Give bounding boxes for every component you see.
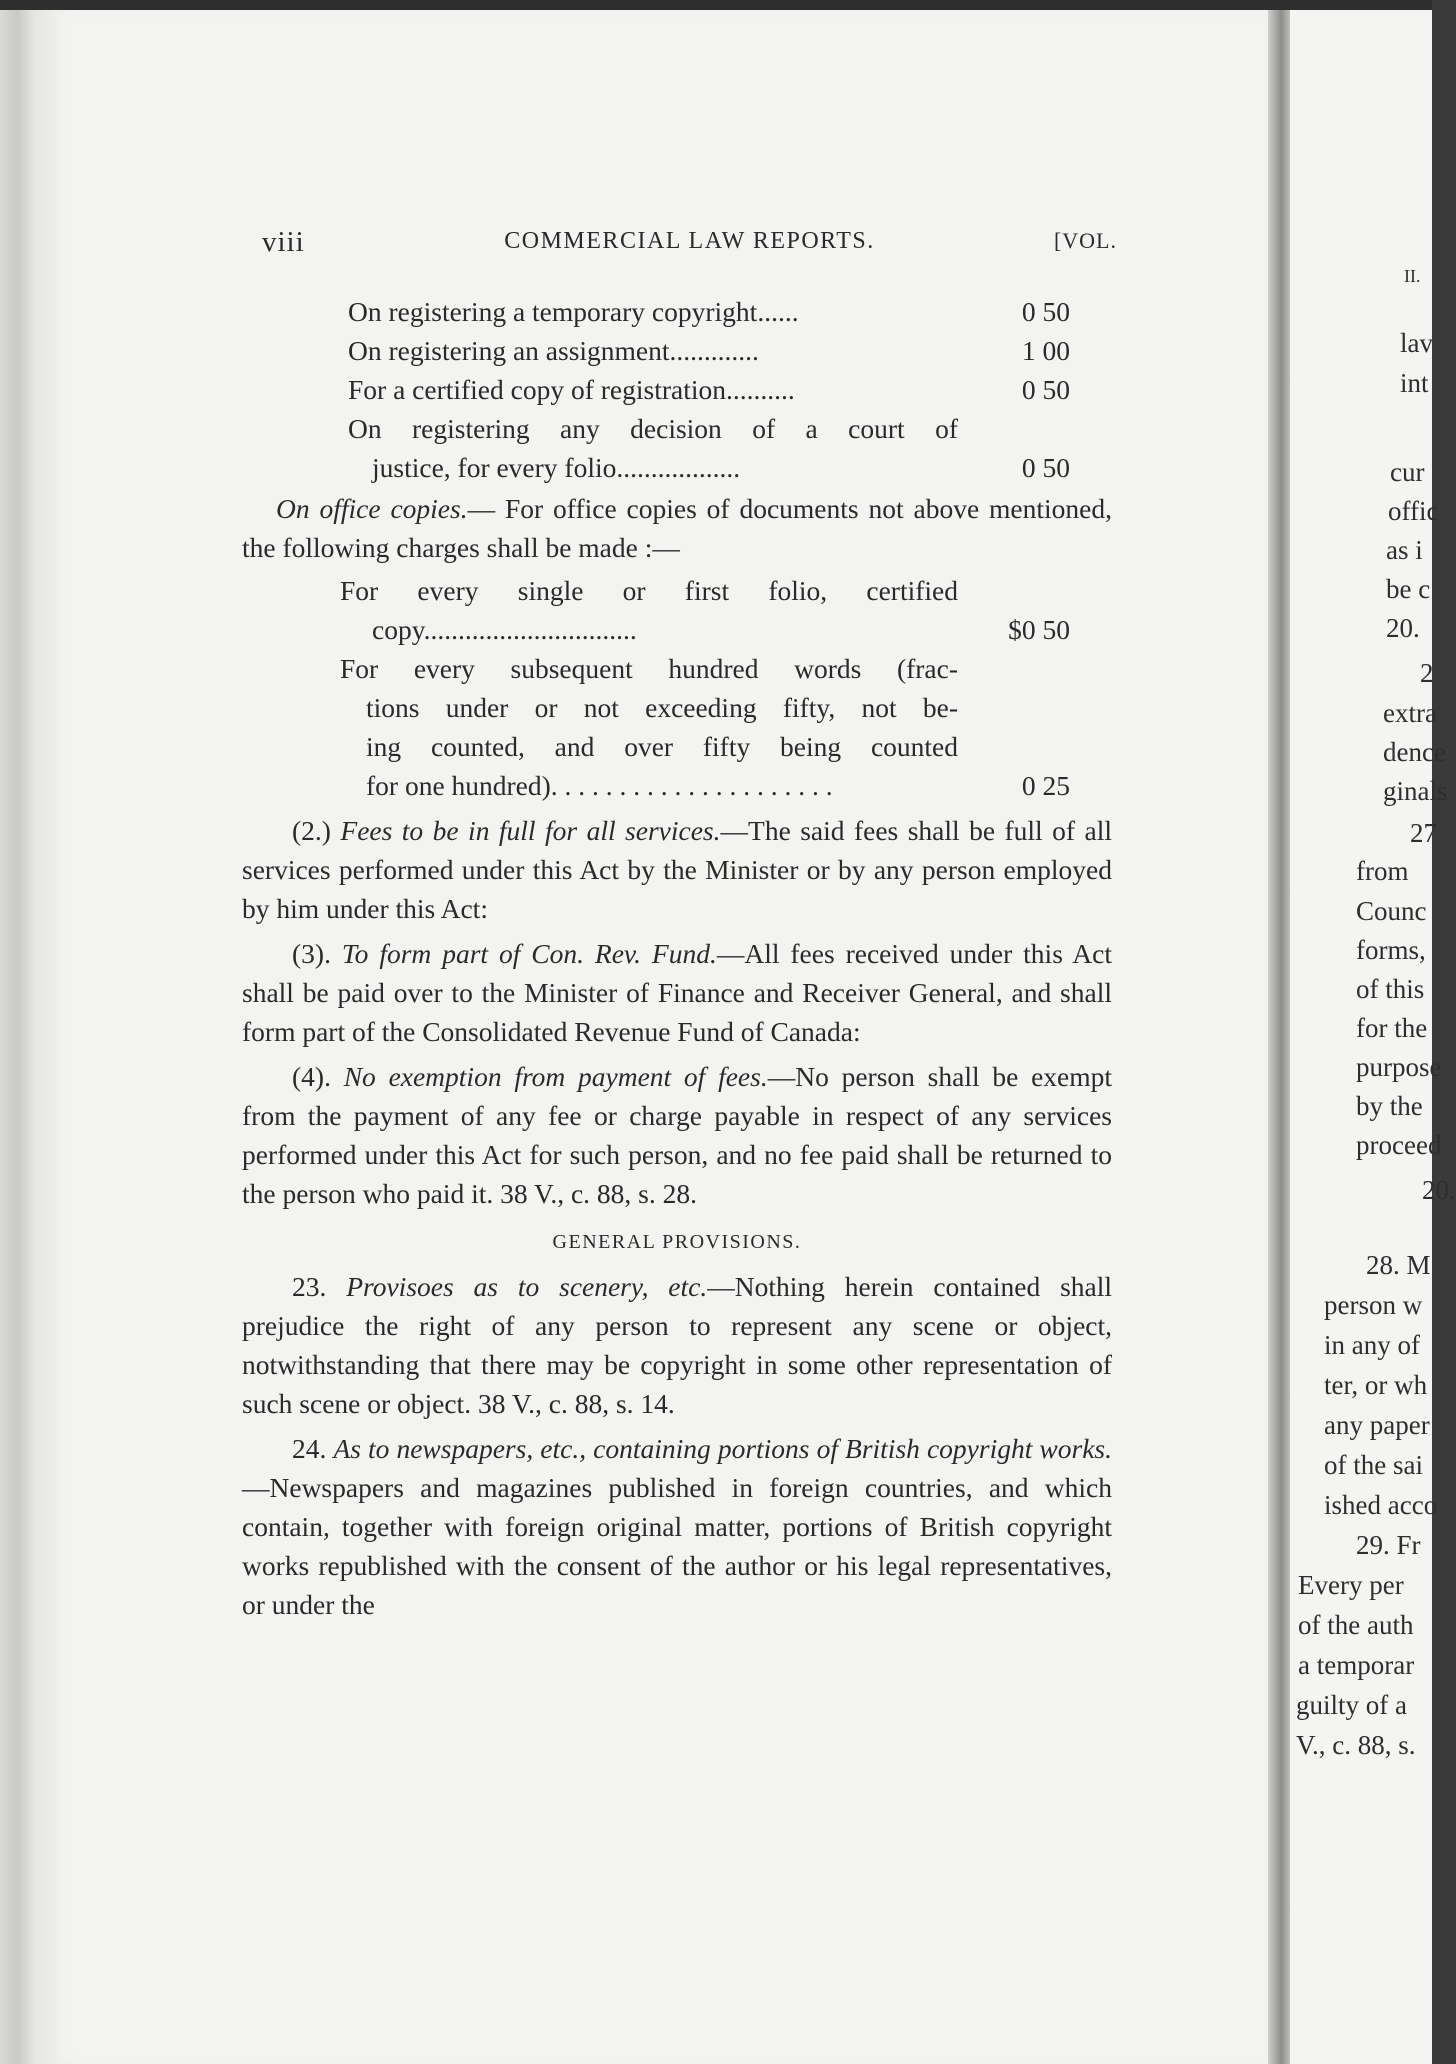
running-header [262, 226, 1117, 258]
rp-line: of this [1356, 974, 1425, 1004]
section-text: —Newspapers and magazines published in foreign countries, and which contain, together with foreign original matter, portions of British copyright works republished with the consent of the author or his legal representatives, or under the [242, 1472, 1112, 1620]
rp-line: offic [1388, 496, 1439, 526]
paragraph-heading: Fees to be in full for all services. [340, 815, 721, 846]
rp-line: 2 [1420, 658, 1434, 688]
rp-line: Every per [1298, 1570, 1404, 1600]
fee-amount: 1 00 [1021, 335, 1070, 366]
dot-leader: .................. [616, 452, 741, 483]
rp-line: from [1356, 856, 1409, 886]
fee-row [242, 571, 1112, 610]
rp-line: 29. Fr [1356, 1530, 1421, 1560]
rp-line: any paper [1324, 1410, 1430, 1440]
rp-line: proceed [1356, 1130, 1442, 1160]
fee-label: On registering any decision of a court of [348, 413, 958, 444]
rp-line: Counc [1356, 896, 1427, 926]
page-body [242, 292, 1112, 1624]
paragraph-text: —The said fees shall be full of all services performed under this Act by the Minister or by any person employed by him under this Act: [242, 815, 1113, 924]
rp-line: 20. [1386, 613, 1420, 643]
paragraph-heading: To form part of Con. Rev. Fund. [341, 938, 717, 969]
page-number: viii [262, 226, 305, 258]
rp-line: as i [1386, 535, 1423, 565]
right-page-fragment [1290, 10, 1456, 2064]
dot-leader: ...... [757, 296, 799, 327]
fee-row [242, 649, 1112, 688]
fee-label: for one hundred) [366, 770, 551, 801]
rp-line: in any of [1324, 1330, 1420, 1360]
subsection-3 [242, 934, 1112, 1051]
fee-amount: $0 50 [1008, 614, 1070, 645]
subsection-4 [242, 1057, 1112, 1213]
volume-marker: [VOL. [1053, 228, 1117, 253]
fee-label: tions under or not exceeding fifty, not be- [366, 692, 958, 723]
section-text: —Nothing herein contained shall prejudice the right of any person to represent any scene or object, notwithstanding that there may be copyright in some other representation of such scene or object. 38 V., c. 88, s. 14. [242, 1271, 1113, 1419]
rp-line: purpose [1356, 1052, 1442, 1082]
rp-line: for the [1356, 1013, 1428, 1043]
rp-line: be c [1386, 574, 1431, 604]
paragraph-number: (3). [292, 938, 331, 969]
fee-amount: 0 50 [1021, 452, 1070, 483]
paragraph-heading: On office copies. [276, 493, 468, 524]
fee-label: For a certified copy of registration [348, 374, 726, 405]
subsection-2 [242, 811, 1112, 928]
rp-line: person w [1324, 1290, 1423, 1320]
paragraph-text: —No person shall be exempt from the payment of any fee or charge payable in respect of any services performed under this Act for such person, and no fee paid shall be returned to the person who paid it. 38 V., c. 88, s. 28. [242, 1061, 1113, 1209]
rp-line: V., c. 88, s. [1296, 1730, 1416, 1760]
section-number: 23. [292, 1271, 327, 1302]
rp-line: by the [1356, 1091, 1423, 1121]
rp-line: forms, [1356, 935, 1426, 965]
rp-line: dence [1383, 737, 1446, 767]
rp-line: ginals [1383, 776, 1448, 806]
rp-line: int [1400, 368, 1429, 398]
rp-line: cur [1390, 457, 1425, 487]
dot-leader: ............................... [423, 614, 637, 645]
dot-leader: ............. [669, 335, 759, 366]
rp-line: of the sai [1324, 1450, 1423, 1480]
section-number: 24. [292, 1433, 327, 1464]
running-title: COMMERCIAL LAW REPORTS. [504, 228, 875, 254]
fee-label: justice, for every folio [372, 452, 617, 483]
dot-leader: .......... [726, 374, 795, 405]
page-edge [0, 10, 58, 2064]
rp-line: 20. [1422, 1175, 1456, 1205]
office-copies-paragraph [242, 489, 1112, 567]
rp-line: extra [1383, 698, 1437, 728]
rp-line: ished acco [1324, 1490, 1438, 1520]
rp-line: 28. M [1366, 1250, 1431, 1280]
fee-row [242, 331, 1112, 370]
fee-row [242, 370, 1112, 409]
fee-row [242, 409, 1112, 448]
fee-amount: 0 25 [1021, 770, 1070, 801]
fee-amount: 0 50 [1021, 374, 1070, 405]
section-heading-text: Provisoes as to scenery, etc. [346, 1271, 708, 1302]
rp-line: guilty of a [1296, 1690, 1407, 1720]
fee-row [242, 292, 1112, 331]
fee-label: For every subsequent hundred words (frac- [340, 653, 958, 684]
section-23 [242, 1267, 1112, 1423]
dot-leader: . . . . . . . . . . . . . . . . . . . . . [550, 770, 833, 801]
paragraph-number: (2.) [292, 815, 331, 846]
rp-line: 27 [1410, 818, 1437, 848]
fee-label: copy [372, 614, 424, 645]
fee-label: On registering a temporary copyright [348, 296, 758, 327]
fee-label: ing counted, and over fifty being counted [366, 731, 958, 762]
rp-header: II. [1404, 266, 1421, 286]
rp-line: ter, or wh [1324, 1370, 1428, 1400]
fee-label: For every single or first folio, certified [340, 575, 958, 606]
rp-line: of the auth [1298, 1610, 1414, 1640]
section-24 [242, 1429, 1112, 1624]
paragraph-number: (4). [292, 1061, 331, 1092]
book-gutter [1268, 10, 1290, 2064]
section-heading: GENERAL PROVISIONS. [552, 1231, 802, 1253]
fee-label: On registering an assignment [348, 335, 670, 366]
rp-line: lav [1400, 328, 1433, 358]
fee-amount: 0 50 [1021, 296, 1070, 327]
rp-line: a temporar [1298, 1650, 1415, 1680]
section-heading-text: As to newspapers, etc., containing portions of British copyright works. [333, 1433, 1113, 1464]
paragraph-text: —All fees received under this Act shall be paid over to the Minister of Finance and Receiver General, and shall form part of the Consolidated Revenue Fund of Canada: [242, 938, 1113, 1047]
paragraph-text: — For office copies of documents not above mentioned, the following charges shall be made :— [242, 493, 1112, 563]
paragraph-heading: No exemption from payment of fees. [343, 1061, 768, 1092]
